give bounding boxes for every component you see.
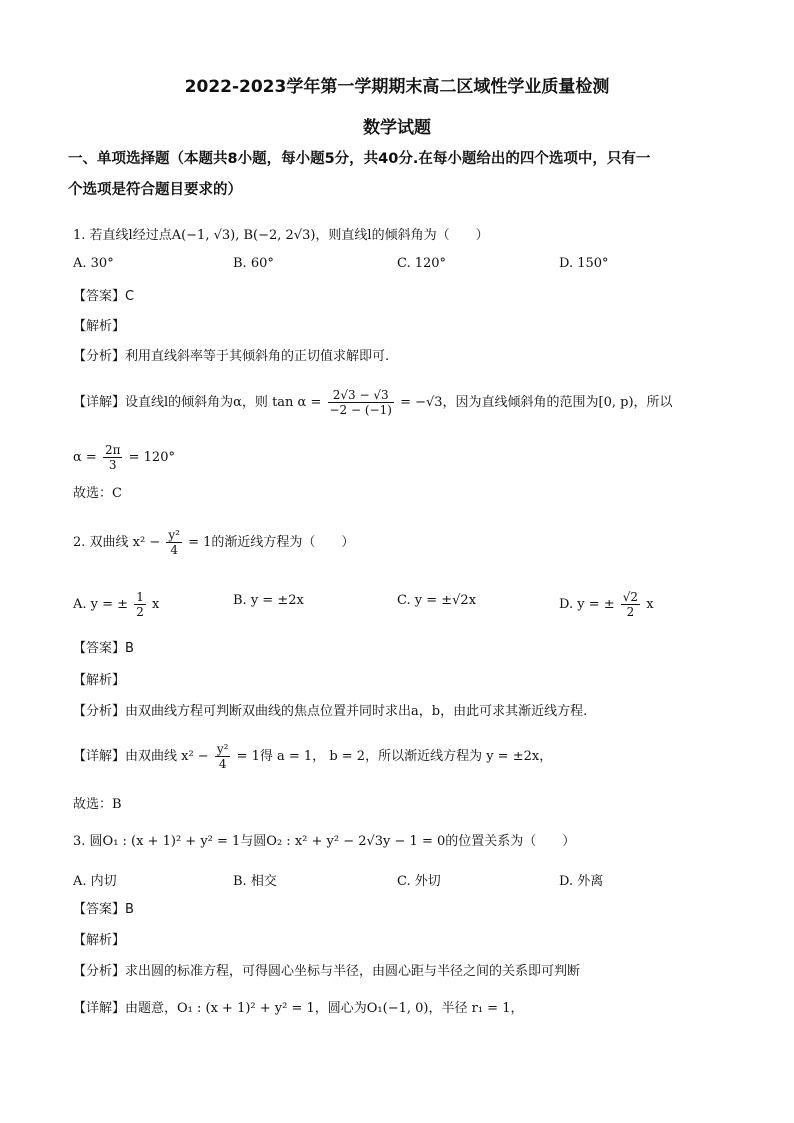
q2-detail-fraction xyxy=(215,742,231,771)
q3-option-d: D. 外离 xyxy=(559,874,604,889)
q2-stem-lead: 2. 双曲线 x² − xyxy=(73,535,161,550)
q2-option-d-denominator: 2 xyxy=(626,605,635,619)
q2-jiexi-label: 【解析】 xyxy=(73,673,126,688)
q1-result-fraction xyxy=(103,443,123,472)
q2-option-a-tail: x xyxy=(151,597,160,612)
q3-jiexi-label: 【解析】 xyxy=(73,933,126,948)
q1-answer: 【答案】C xyxy=(73,289,135,304)
q2-detail xyxy=(73,742,552,771)
q2-option-d-lead: D. y = ± xyxy=(559,597,615,612)
q3-detail: 【详解】由题意，O₁ : (x + 1)² + y² = 1，圆心为O₁(−1, 0)，半径 r₁ = 1， xyxy=(73,1001,524,1016)
q2-option-a-lead: A. y = ± xyxy=(73,597,129,612)
q3-answer: 【答案】B xyxy=(73,902,134,917)
q1-analysis: 【分析】利用直线斜率等于其倾斜角的正切值求解即可. xyxy=(73,349,390,364)
q1-result-denominator: 3 xyxy=(108,458,117,472)
q1-detail-tail: = −√3，因为直线倾斜角的范围为[0, p)，所以 xyxy=(400,395,673,410)
q1-option-b: B. 60° xyxy=(233,256,274,271)
q2-option-c: C. y = ±√2x xyxy=(397,593,477,608)
q1-result-tail: = 120° xyxy=(128,450,175,465)
q3-option-b: B. 相交 xyxy=(233,874,277,889)
q2-stem-denominator: 4 xyxy=(170,543,178,557)
q2-stem-tail: = 1的渐近线方程为（ ） xyxy=(188,535,355,550)
q2-stem-fraction xyxy=(166,528,182,557)
q2-option-d xyxy=(559,590,654,619)
q1-result-numerator: 2π xyxy=(104,443,121,457)
q2-stem xyxy=(73,528,354,557)
q2-option-a-denominator: 2 xyxy=(136,605,144,619)
q2-detail-tail: = 1得 a = 1， b = 2，所以渐近线方程为 y = ±2x， xyxy=(236,749,553,764)
q1-detail-fraction xyxy=(328,388,394,417)
q3-option-a: A. 内切 xyxy=(73,874,117,889)
q2-stem-numerator: y² xyxy=(168,528,180,542)
q2-detail-denominator: 4 xyxy=(218,757,227,771)
q3-stem: 3. 圆O₁ : (x + 1)² + y² = 1与圆O₂ : x² + y² − 2√3y − 1 = 0的位置关系为（ ） xyxy=(73,834,576,849)
document-subtitle: 数学试题 xyxy=(363,118,431,138)
q1-option-d: D. 150° xyxy=(559,256,609,271)
q2-analysis: 【分析】由双曲线方程可判断双曲线的焦点位置并同时求出a，b，由此可求其渐近线方程. xyxy=(73,704,588,719)
q2-option-a xyxy=(73,590,159,619)
q3-analysis: 【分析】求出圆的标准方程，可得圆心坐标与半径，由圆心距与半径之间的关系即可判断 xyxy=(73,964,581,979)
q2-detail-numerator: y² xyxy=(216,742,229,756)
q1-option-a: A. 30° xyxy=(73,256,114,271)
q1-stem: 1. 若直线l经过点A(−1, √3), B(−2, 2√3)，则直线l的倾斜角为（ ） xyxy=(73,228,489,243)
q1-jiexi-label: 【解析】 xyxy=(73,319,126,334)
q1-detail-numerator: 2√3 − √3 xyxy=(328,388,394,403)
q1-result-lead: α = xyxy=(73,450,97,465)
q1-detail-result xyxy=(73,443,175,472)
q2-option-d-numerator: √2 xyxy=(622,590,639,604)
q1-detail xyxy=(73,388,673,417)
q2-option-d-tail: x xyxy=(646,597,654,612)
q1-detail-denominator: −2 − (−1) xyxy=(329,403,392,417)
q2-choose: 故选：B xyxy=(73,797,122,812)
q2-option-d-fraction xyxy=(621,590,640,619)
q2-answer: 【答案】B xyxy=(73,641,134,656)
section-heading-line1: 一、单项选择题（本题共8小题，每小题5分，共40分.在每小题给出的四个选项中，只有一 xyxy=(68,151,651,167)
q1-choose: 故选：C xyxy=(73,486,122,501)
q2-option-a-numerator: 1 xyxy=(136,590,144,604)
document-title: 2022-2023学年第一学期期末高二区域性学业质量检测 xyxy=(184,77,610,97)
q2-detail-lead: 【详解】由双曲线 x² − xyxy=(73,749,209,764)
q2-option-b: B. y = ±2x xyxy=(233,593,304,608)
q1-option-c: C. 120° xyxy=(397,256,447,271)
q2-option-a-fraction xyxy=(134,590,146,619)
q1-detail-lead: 【详解】设直线l的倾斜角为α，则 tan α = xyxy=(73,395,322,410)
q3-option-c: C. 外切 xyxy=(397,874,441,889)
section-heading-line2: 个选项是符合题目要求的） xyxy=(68,182,242,198)
